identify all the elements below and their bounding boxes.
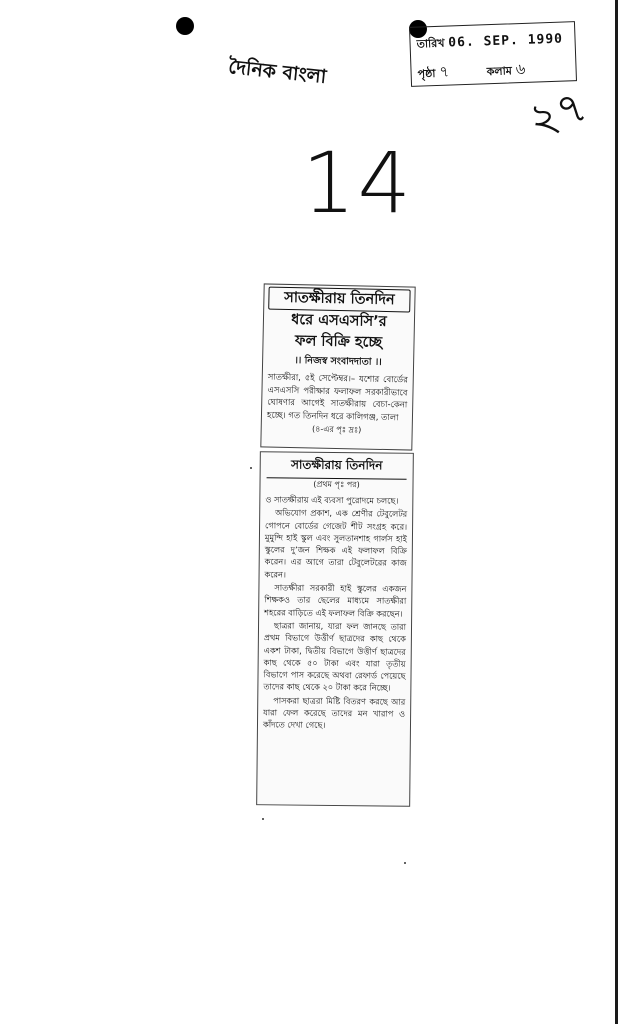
date-stamp — [409, 21, 577, 87]
stamp-page-label: পৃষ্ঠা — [417, 67, 436, 81]
headline-line-3: ফল বিক্রি হচ্ছে — [294, 333, 383, 351]
article-paragraph: পাসকরা ছাত্ররা মিষ্টি বিতরণ করছে আর যারা ফেল করেছে তাদের মন খারাপ ও কাঁদতে দেখা গেছে। — [262, 695, 406, 731]
article-body — [263, 493, 407, 732]
punch-hole-left — [176, 17, 194, 35]
news-clipping-part-1 — [260, 283, 415, 450]
article-paragraph: অভিযোগ প্রকাশ, এক শ্রেণীর টেবুলেটর গোপনে বোর্ডের গেজেট শীট সংগ্রহ করে। মুমুন্দি হাই স্কুল এবং সুলতানশাহ গার্লস হাই স্কুলের দু’জন শিক্ষক এই ফলাফল বিক্রি করেন। এর আগে তারা টেবুলেটরের কাজ করেন। — [264, 507, 408, 580]
headline-line-1: সাতক্ষীরায় তিনদিন — [268, 287, 410, 313]
news-clipping-part-2 — [256, 451, 414, 807]
article-lead: সাতক্ষীরা, ৫ই সেপ্টেম্বর।– যশোর বোর্ডের এসএসসি পরীক্ষার ফলাফল সরকারীভাবে ঘোষণার আগেই সাতক্ষীরায় বেচা-কেনা হচ্ছে। গত তিনদিন ধরে কালিগঞ্জ, তালা — [266, 371, 408, 423]
article-byline: ।। নিজস্ব সংবাদদাতা ।। — [294, 355, 382, 368]
handwritten-page-number: 14 — [302, 134, 413, 232]
article-paragraph: সাতক্ষীরা সরকারী হাই স্কুলের একজন শিক্ষকও তার ছেলের মাধ্যমে সাতক্ষীরা শহরের বাড়িতে এই ফলাফল বিক্রি করছেন। — [264, 582, 407, 619]
continued-note: (৪-এর পৃঃ দ্রঃ) — [312, 424, 362, 435]
article-paragraph: ছাত্ররা জানায়, যারা ফল জানছে তারা প্রথম বিভাগে উত্তীর্ণ ছাত্রদের কাছ থেকে একশ টাকা, দ্বিতীয় বিভাগে উত্তীর্ণ ছাত্রদের কাছ থেকে ৫০ টাকা এবং যারা তৃতীয় বিভাগে পাস করেছে অথবা রেফার্ড পেয়েছে তাদের কাছ থেকে ২০ টাকা করে নিচ্ছে। — [263, 620, 407, 694]
continuation-headline: সাতক্ষীরায় তিনদিন — [267, 456, 407, 479]
continuation-subhead: (প্রথম পৃঃ পর) — [313, 479, 360, 490]
scan-speck — [404, 862, 406, 864]
article-paragraph: ও সাতক্ষীরায় এই ব্যবসা পুরোদমে চলছে। — [265, 494, 399, 506]
scan-speck — [262, 818, 264, 820]
stamp-date-label: তারিখ — [416, 36, 445, 51]
stamp-column-label: কলাম — [486, 64, 513, 79]
newspaper-name: দৈনিক বাংলা — [227, 55, 328, 89]
headline-line-2: ধরে এসএসসি’র — [291, 312, 387, 331]
stamp-page-value: ৭ — [438, 62, 450, 81]
stamp-date-value: 06. SEP. 1990 — [448, 31, 564, 51]
stamp-column-value: ৬ — [515, 59, 526, 79]
article-headline — [267, 287, 410, 355]
scan-speck — [250, 467, 252, 469]
handwritten-corner-mark: ২৭ — [522, 80, 593, 147]
